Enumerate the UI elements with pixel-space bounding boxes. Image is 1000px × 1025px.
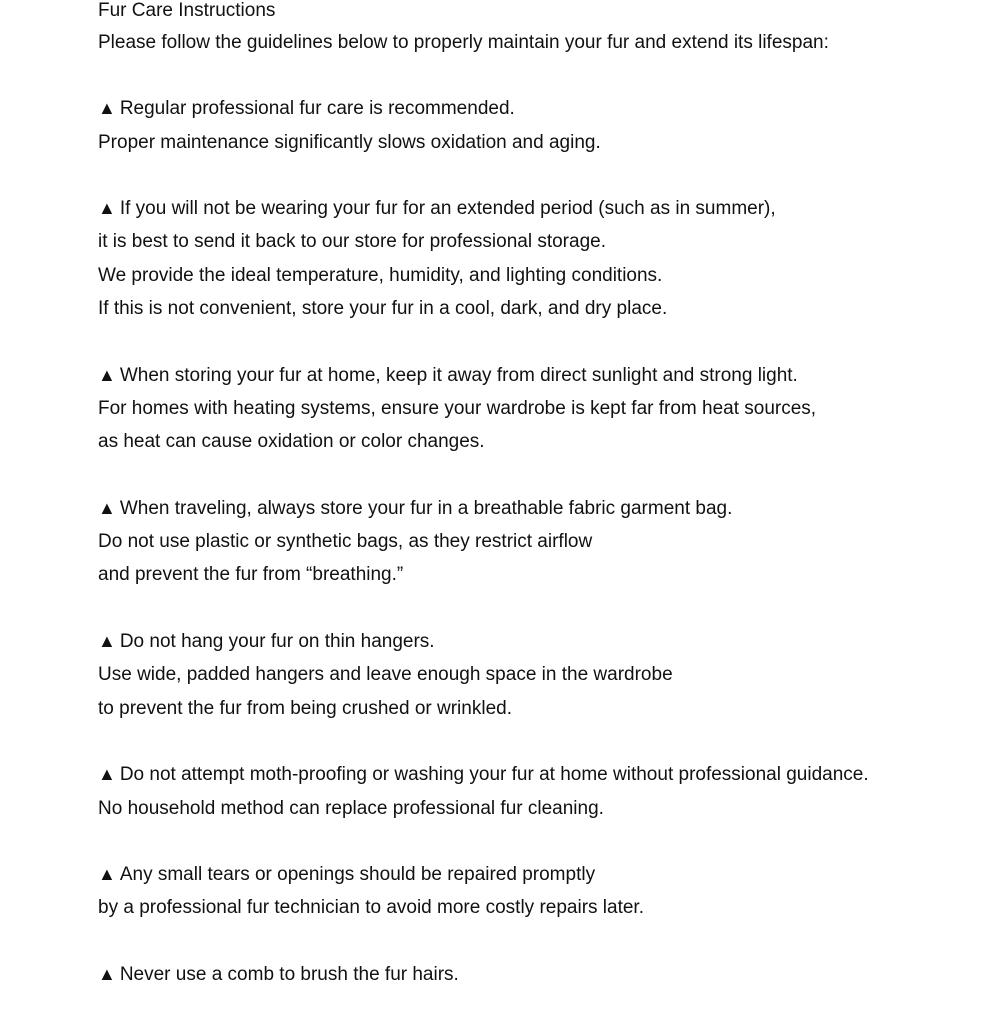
instruction-text: If this is not convenient, store your fur in a cool, dark, and dry place. — [98, 298, 668, 320]
instruction-line — [98, 792, 958, 825]
instruction-heading-line — [98, 858, 958, 891]
instruction-text: When storing your fur at home, keep it away from direct sunlight and strong light. — [119, 364, 798, 386]
intro-text: Please follow the guidelines below to properly maintain your fur and extend its lifespan: — [98, 32, 829, 53]
triangle-bullet-icon: ▲ — [98, 98, 116, 119]
instruction-text: Proper maintenance significantly slows oxidation and aging. — [98, 131, 601, 153]
list-item — [98, 758, 958, 825]
list-item — [98, 492, 958, 592]
list-item — [98, 92, 958, 159]
instruction-line — [98, 126, 958, 159]
instruction-text: Regular professional fur care is recommended. — [119, 98, 515, 120]
instruction-line — [98, 425, 958, 458]
instruction-text: as heat can cause oxidation or color changes. — [98, 431, 485, 453]
instruction-line — [98, 692, 958, 725]
instruction-text: Use wide, padded hangers and leave enough space in the wardrobe — [98, 664, 673, 686]
triangle-bullet-icon: ▲ — [98, 864, 116, 885]
instruction-text: If you will not be wearing your fur for an extended period (such as in summer), — [119, 198, 776, 220]
instruction-text: Never use a comb to brush the fur hairs. — [119, 964, 459, 986]
instruction-heading-line — [98, 192, 958, 225]
instruction-text: to prevent the fur from being crushed or wrinkled. — [98, 697, 512, 719]
care-instruction-list — [98, 92, 958, 991]
triangle-bullet-icon: ▲ — [98, 497, 116, 518]
triangle-bullet-icon: ▲ — [98, 964, 116, 985]
instruction-text: When traveling, always store your fur in a breathable fabric garment bag. — [119, 497, 733, 519]
instruction-line — [98, 259, 958, 292]
instruction-text: No household method can replace professional fur cleaning. — [98, 797, 604, 819]
triangle-bullet-icon: ▲ — [98, 198, 116, 219]
page-title: Fur Care Instructions — [98, 0, 276, 21]
instruction-heading-line — [98, 359, 958, 392]
instruction-text: For homes with heating systems, ensure your wardrobe is kept far from heat sources, — [98, 397, 817, 419]
list-item — [98, 625, 958, 725]
instruction-line — [98, 658, 958, 691]
triangle-bullet-icon: ▲ — [98, 764, 116, 785]
instruction-line — [98, 292, 958, 325]
instruction-heading-line — [98, 758, 958, 791]
list-item — [98, 192, 958, 325]
instruction-text: Any small tears or openings should be repaired promptly — [119, 864, 596, 886]
list-item — [98, 359, 958, 459]
list-item — [98, 958, 958, 991]
triangle-bullet-icon: ▲ — [98, 631, 116, 652]
instruction-line — [98, 891, 958, 924]
instruction-line — [98, 225, 958, 258]
list-item — [98, 858, 958, 925]
instruction-line — [98, 525, 958, 558]
instruction-heading-line — [98, 92, 958, 125]
instruction-line — [98, 392, 958, 425]
instruction-heading-line — [98, 492, 958, 525]
triangle-bullet-icon: ▲ — [98, 364, 116, 385]
instruction-heading-line — [98, 958, 958, 991]
instruction-text: by a professional fur technician to avoid more costly repairs later. — [98, 897, 644, 919]
instruction-text: Do not use plastic or synthetic bags, as they restrict airflow — [98, 531, 593, 553]
document — [98, 0, 958, 1025]
instruction-text: Do not attempt moth-proofing or washing your fur at home without professional guidance. — [119, 764, 869, 786]
instruction-text: We provide the ideal temperature, humidity, and lighting conditions. — [98, 264, 663, 286]
instruction-heading-line — [98, 625, 958, 658]
instruction-text: it is best to send it back to our store for professional storage. — [98, 231, 606, 253]
instruction-text: Do not hang your fur on thin hangers. — [119, 631, 435, 653]
instruction-text: and prevent the fur from “breathing.” — [98, 564, 404, 586]
instruction-line — [98, 558, 958, 591]
